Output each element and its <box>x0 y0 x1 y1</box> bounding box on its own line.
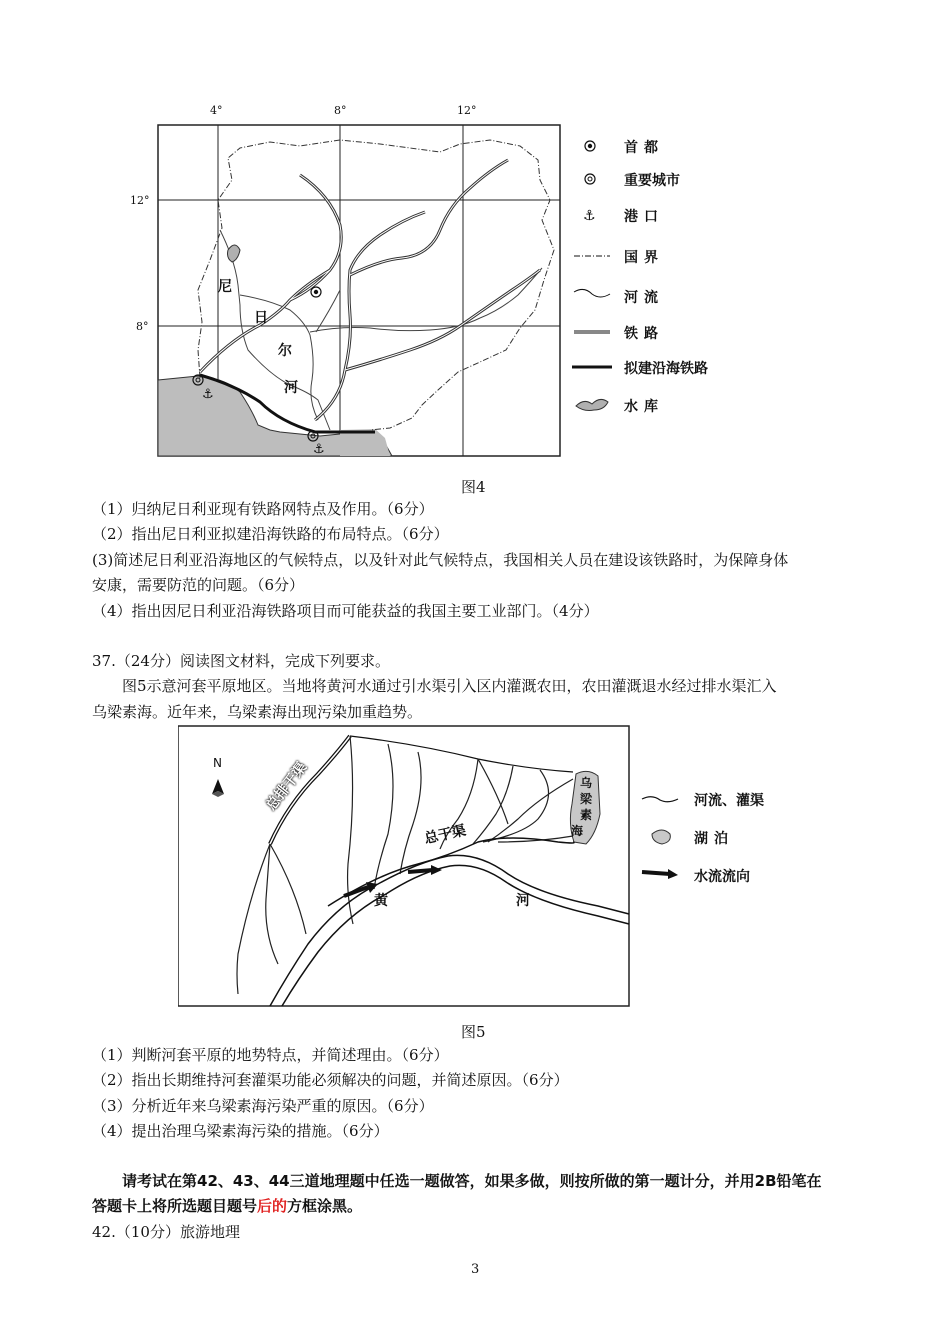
q37-material: 图5示意河套平原地区。当地将黄河水通过引水渠引入区内灌溉农田，农田灌溉退水经过排水渠汇入 <box>122 677 777 695</box>
legend-label-port: 港口 <box>624 209 664 225</box>
instruction-highlight: 后的 <box>257 1197 288 1215</box>
anchor-icon: ⚓ <box>202 387 214 402</box>
figure-4 <box>130 100 740 470</box>
lake-char: 海 <box>571 824 584 838</box>
fig4-legend <box>570 134 740 424</box>
figure-5 <box>178 724 798 1008</box>
fig5-caption: 图5 <box>461 1023 486 1041</box>
q37-material: 乌梁素海。近年来，乌梁素海出现污染加重趋势。 <box>92 703 423 721</box>
instruction-line <box>92 1195 362 1217</box>
legend-label-border: 国界 <box>624 250 664 266</box>
river-label-char: 尔 <box>278 343 292 359</box>
legend-label-river: 河流 <box>624 290 664 306</box>
fig4-caption: 图4 <box>461 478 486 496</box>
lon-label: 4° <box>210 104 223 117</box>
q37-heading: 37.（24分）阅读图文材料，完成下列要求。 <box>92 652 390 670</box>
lake-char: 梁 <box>580 792 593 806</box>
river-label-char: 尼 <box>218 279 232 295</box>
drain-label: 总排干渠 <box>263 759 311 814</box>
instruction-text: 答题卡上将所选题目题号 <box>92 1197 258 1215</box>
instruction-text: 方框涂黑。 <box>287 1197 363 1215</box>
q36-item: （4）指出因尼日利亚沿海铁路项目而可能获益的我国主要工业部门。（4分） <box>92 602 599 620</box>
instruction-line: 请考试在第42、43、44三道地理题中任选一题做答，如果多做，则按所做的第一题计分，并用2B铅笔在 <box>122 1172 822 1190</box>
legend-label-railway: 铁路 <box>624 326 664 342</box>
lon-label: 8° <box>334 104 347 117</box>
q36-item: （2）指出尼日利亚拟建沿海铁路的布局特点。（6分） <box>92 525 449 543</box>
flow-arrow-icon <box>642 872 670 874</box>
svg-text:⚓: ⚓ <box>583 208 596 224</box>
river-char: 黄 <box>374 893 388 909</box>
lon-label: 12° <box>457 104 477 117</box>
legend-label-flow: 水流流向 <box>694 869 750 885</box>
q37-item: （1）判断河套平原的地势特点，并简述理由。（6分） <box>92 1046 449 1064</box>
q36-item: （1）归纳尼日利亚现有铁路网特点及作用。（6分） <box>92 500 434 518</box>
legend-label-lake: 湖泊 <box>694 831 734 847</box>
north-label: N <box>213 756 222 770</box>
page-number: 3 <box>471 1262 480 1277</box>
legend-label-river-canal: 河流、灌渠 <box>694 793 764 809</box>
q37-item: （3）分析近年来乌梁素海污染严重的原因。（6分） <box>92 1097 434 1115</box>
lake-char: 素 <box>580 808 593 822</box>
lat-label: 12° <box>130 194 150 207</box>
legend-label-capital: 首都 <box>624 140 664 156</box>
lat-label: 8° <box>136 320 149 333</box>
q42-heading: 42.（10分）旅游地理 <box>92 1223 240 1241</box>
q36-item: (3)简述尼日利亚沿海地区的气候特点，以及针对此气候特点，我国相关人员在建设该铁路时，为保障身体 <box>92 551 789 569</box>
legend-label-reservoir: 水库 <box>624 399 664 415</box>
river-label-char: 日 <box>254 310 268 326</box>
q37-item: （2）指出长期维持河套灌渠功能必须解决的问题，并简述原因。（6分） <box>92 1071 569 1089</box>
q37-item: （4）提出治理乌梁素海污染的措施。（6分） <box>92 1122 389 1140</box>
svg-text:⚓: ⚓ <box>313 442 325 457</box>
river-char: 河 <box>516 893 530 909</box>
legend-label-major-city: 重要城市 <box>624 173 680 189</box>
main-canal-label: 总干渠 <box>423 822 468 848</box>
q36-item: 安康，需要防范的问题。（6分） <box>92 576 305 594</box>
legend-label-planned-railway: 拟建沿海铁路 <box>624 361 708 377</box>
lake-char: 乌 <box>580 776 593 790</box>
river-label-char: 河 <box>284 380 298 396</box>
